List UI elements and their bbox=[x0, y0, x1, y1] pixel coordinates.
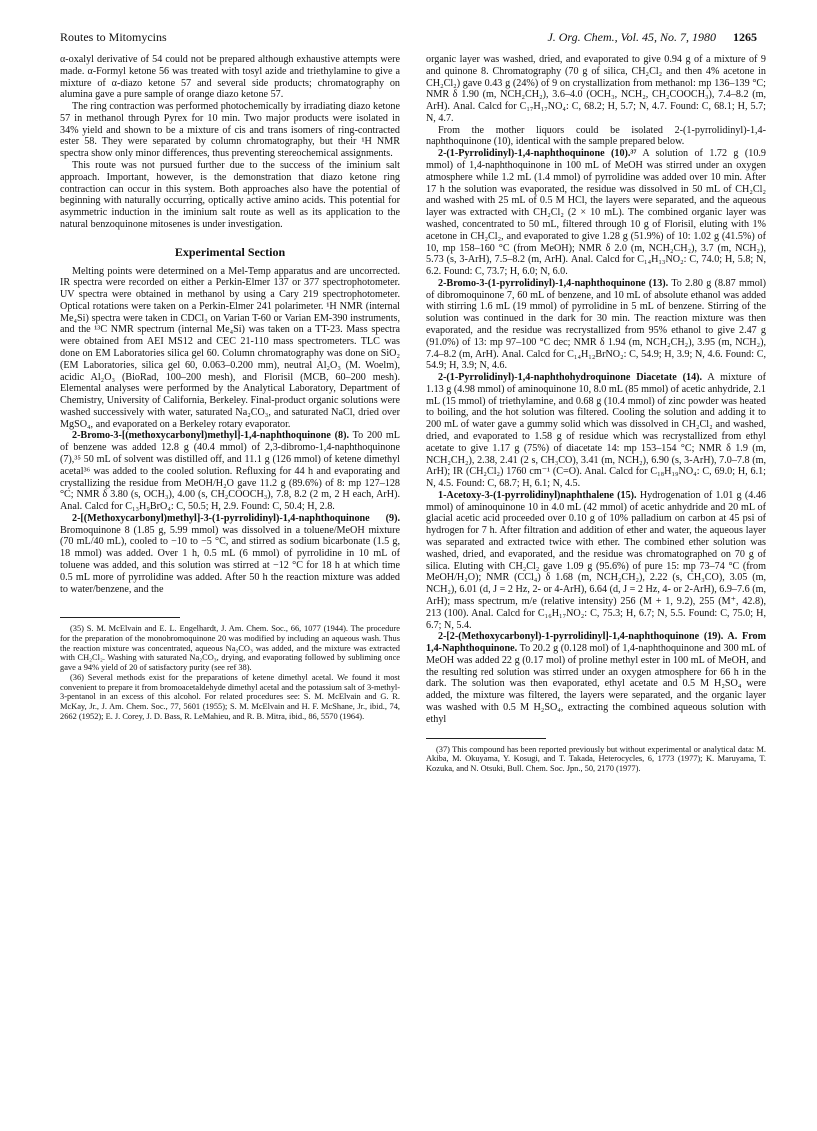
compound-heading: 1-Acetoxy-3-(1-pyrrolidinyl)naphthalene (15). bbox=[438, 489, 637, 501]
compound-heading: 2-Bromo-3-(1-pyrrolidinyl)-1,4-naphthoquinone (13). bbox=[438, 277, 669, 289]
procedure-paragraph bbox=[426, 490, 766, 631]
procedure-paragraph bbox=[426, 278, 766, 372]
compound-heading: 2-(1-Pyrrolidinyl)-1,4-naphthohydroquinone Diacetate (14). bbox=[438, 372, 703, 384]
compound-heading: 2-(1-Pyrrolidinyl)-1,4-naphthoquinone (10).³⁷ bbox=[438, 148, 637, 160]
journal-name: J. Org. Chem., Vol. 45, No. 7, 1980 bbox=[547, 30, 716, 44]
footnote-rule bbox=[426, 738, 546, 739]
compound-heading: 2-[2-(Methoxycarbonyl)-1-pyrrolidinyl]-1,4-naphthoquinone (19). A. From 1,4-Naphthoquinone. bbox=[426, 631, 766, 655]
running-title: Routes to Mitomycins bbox=[60, 30, 167, 44]
procedure-text: Bromoquinone 8 (1.85 g, 5.99 mmol) was dissolved in a toluene/MeOH mixture (70 mL/40 mL), cooled to −10 to −5 °C, and stirred as sodium bicarbonate (1.5 g, 18 mmol) was added. Over 1 h, 0.5 mL (6 mmol) of pyrrolidine in 10 mL of toluene was added, and this solution was stirred at −12 °C for 18 h at which time 0.5 mL more of pyrrolidine was added. After 50 h the reaction mixture was added to water/benzene, and the bbox=[60, 524, 400, 595]
section-heading: Experimental Section bbox=[174, 244, 286, 259]
procedure-text: To 200 mL of benzene was added 12.8 g (40.4 mmol) of 2,3-dibromo-1,4-naphthoquinone (7),³⁵ 50 mL of solvent was distilled off, and 11.1 g (126 mmol) of ketene dimethyl acetal³⁶ was added to the cooled solution. Refluxing for 44 h and evaporating and crystallizing the residue from MeOH/H₂O gave 11.2 g (89.6%) of 8: mp 127–128 °C; NMR δ 3.80 (s, OCH₃), 4.00 (s, CH₂COOCH₃), 7.8, 8.2 (2 m, 2 H each, ArH). Anal. Calcd for C₁₃H₉BrO₄: C, 50.5; H, 2.9. Found: C, 50.4; H, 2.8. bbox=[60, 430, 400, 513]
paragraph: This route was not pursued further due to the success of the iminium salt approach. Important, however, is the demonstration that diazo ketone ring contraction can occur in this system. Both approaches also have the potential of beginning with naturally occurring, optically active amino acids. This potential for asymmetric induction in the iminium salt route as well as its application to the natural benzoquinone mitosenes is under investigation. bbox=[60, 160, 400, 230]
procedure-text: A mixture of 1.13 g (4.98 mmol) of aminoquinone 10, 8.0 mL (85 mmol) of acetic anhydride, 2.1 mL (15 mmol) of triethylamine, and 0.68 g (10.4 mmol) of zinc powder was heated to boiling, and the hot solution was filtered. Cooling the solution and adding it to 200 mL of water gave a gummy solid which was dissolved in CH₂Cl₂ and washed, dried, and evaporated to 1.58 g of residue which was recrystallized from ethyl acetate to give 1.17 g (75%) of diacetate 14: mp 153–154 °C; NMR δ 1.9 (m, NCH₂CH₂), 2.38, 2.41 (2 s, CH₃CO), 3.41 (m, NCH₂), 6.90 (s, 3-ArH), 7.0–7.8 (m, ArH); IR (CH₂Cl₂) 1760 cm⁻¹ (C=O). Anal. Calcd for C₁₈H₁₉NO₄: C, 69.0; H, 6.1; N, 4.5. Found: C, 68.7; H, 6.1; N, 4.5. bbox=[426, 372, 766, 490]
paragraph: From the mother liquors could be isolated 2-(1-pyrrolidinyl)-1,4-naphthoquinone (10), identical with the sample prepared below. bbox=[426, 124, 766, 148]
journal-citation bbox=[547, 30, 757, 45]
procedure-paragraph bbox=[60, 513, 400, 595]
footnote: (36) Several methods exist for the preparations of ketene dimethyl acetal. We found it most convenient to prepare it from bromoacetaldehyde dimethyl acetal and the potassium salt of 3-methyl-3-pentanol in an excess of this alcohol. For related procedures see: S. M. McElvain and G. R. McKay, Jr., J. Am. Chem. Soc., 77, 5601 (1955); S. M. McElvain and H. F. McShane, Jr., ibid., 74, 2662 (1952); E. J. Corey, J. D. Bass, R. LeMahieu, and R. B. Mitra, ibid., 86, 5570 (1964). bbox=[60, 672, 400, 721]
page-number: 1265 bbox=[733, 30, 757, 44]
compound-heading: 2-Bromo-3-[(methoxycarbonyl)methyl]-1,4-naphthoquinone (8). bbox=[72, 430, 349, 442]
procedure-text: Hydrogenation of 1.01 g (4.46 mmol) of aminoquinone 10 in 4.0 mL (42 mmol) of acetic anhydride and 20 mL of glacial acetic acid proceeded over 0.10 g of 10% palladium on carbon at 45 psi of hydrogen for 7 h. After filtration and addition of ether and water, the aqueous layer was separated and extracted twice with ether. The combined ether solution was washed, dried, and evaporated, and the residue was chromatographed on 70 g of silica. Eluting with CH₂Cl₂ gave 1.09 g (95.6%) of pure 15: mp 73–74 °C (from MeOH/H₂O); NMR (CCl₄) δ 1.68 (m, NCH₂CH₂), 2.22 (s, CH₃CO), 3.05 (m, NCH₂), 6.01 (d, J = 2 Hz, 2- or 4-ArH), 6.64 (d, J = 2 Hz, 4- or 2-ArH), 6.9–7.6 (m, ArH); mass spectrum, m/e (relative intensity) 256 (M + 1, 9.2), 255 (M⁺, 42.8), 213 (100). Anal. Calcd for C₁₆H₁₇NO₂: C, 75.3; H, 6.7; N, 5.5. Found: C, 75.0; H, 6.7; N, 5.4. bbox=[426, 489, 766, 631]
procedure-paragraph bbox=[426, 372, 766, 490]
procedure-text: A solution of 1.72 g (10.9 mmol) of 1,4-naphthoquinone in 100 mL of MeOH was stirred under an oxygen atmosphere while 1.2 mL (1.4 mmol) of pyrrolidine was added over 10 min. After 17 h the solution was evaporated, the residue was dissolved in 50 mL of CH₂Cl₂ and washed with 25 mL of 0.5 M HCl, the layers were separated, and the aqueous layer was extracted with CH₂Cl₂ (2 × 10 mL). The combined organic layer was washed, concentrated to 50 mL, filtered through 10 g of Florisil, eluting with 1% acetone in CH₂Cl₂, and evaporated to give 1.28 g (51.9%) of 10: 1.02 g (41.5%) of 10, mp 158–160 °C (from MeOH); NMR δ 2.0 (m, NCH₂CH₂), 3.7 (m, NCH₂), 5.73 (s, 3-ArH), 7.5–8.2 (m, ArH). Anal. Calcd for C₁₄H₁₃NO₂: C, 74.0; H, 5.8; N, 6.2. Found: C, 73.7; H, 6.0; N, 6.0. bbox=[426, 148, 766, 278]
footnote: (35) S. M. McElvain and E. L. Engelhardt, J. Am. Chem. Soc., 66, 1077 (1944). The procedure for the preparation of the monobromoquinone 20 was modified by including an aqueous wash. Thus the reaction mixture was concentrated, aqueous Na₂CO₃ was added, and the mixture was extracted with CH₂Cl₂. Washing with saturated Na₂CO₃, drying, and evaporating followed by subliming once gave a 94% yield of 20 of satisfactory purity (see ref 38). bbox=[60, 624, 400, 673]
paragraph: The ring contraction was performed photochemically by irradiating diazo ketone 57 in methanol through Pyrex for 10 min. Two major products were isolated in 34% yield and shown to be a mixture of cis and trans isomers of ring-contracted ester 58. They were separated by column chromatography, but their ¹H NMR spectra show only minor differences, thus preventing stereochemical assignments. bbox=[60, 101, 400, 160]
procedure-paragraph bbox=[426, 631, 766, 725]
running-header bbox=[60, 30, 757, 48]
procedure-paragraph bbox=[426, 148, 766, 278]
procedure-text: To 20.2 g (0.128 mol) of 1,4-naphthoquinone and 300 mL of MeOH was added 22 g (0.17 mol) of proline methyl ester in 100 mL of MeOH, and the resulting red solution was stirred under an oxygen atmosphere for 66 h in the dark. The solution was then evaporated, ethyl acetate and 0.5 M H₂SO₄ were added, the mixture was filtered, the layers were separated, and the organic layer was washed with 0.5 M H₂SO₄, extracting the combined aqueous solution with ethyl bbox=[426, 643, 766, 725]
footnote: (37) This compound has been reported previously but without experimental or analytical data: M. Akiba, M. Okuyama, Y. Kosugi, and T. Takada, Heterocycles, 6, 1773 (1977); K. Maruyama, T. Kozuka, and N. Otsuki, Bull. Chem. Soc. Jpn., 50, 2170 (1977). bbox=[426, 744, 766, 773]
procedure-paragraph bbox=[60, 430, 400, 512]
paragraph: organic layer was washed, dried, and evaporated to give 0.94 g of a mixture of 9 and quinone 8. Chromatography (70 g of silica, CH₂Cl₂ and then 4% acetone in CH₂Cl₂) gave 0.43 g (24%) of 9 on crystallization from methanol: mp 136–139 °C; NMR δ 1.90 (m, NCH₂CH₂), 3.6–4.0 (OCH₃, NCH₂, CH₂COOCH₃), 7.4–8.2 (m, ArH). Anal. Calcd for C₁₇H₁₇NO₄: C, 68.2; H, 5.7; N, 4.7. Found: C, 68.1; H, 5.7; N, 4.7. bbox=[426, 54, 766, 124]
right-column bbox=[426, 54, 766, 774]
paragraph: α-oxalyl derivative of 54 could not be prepared although exhaustive attempts were made. α-Formyl ketone 56 was treated with tosyl azide and triethylamine to give a mixture of α-diazo ketone 57 and several side products; chromatography on alumina gave a pure sample of orange diazo ketone 57. bbox=[60, 54, 400, 101]
left-column bbox=[60, 54, 400, 721]
paragraph: Melting points were determined on a Mel-Temp apparatus and are uncorrected. IR spectra were recorded on either a Perkin-Elmer 137 or 377 spectrophotometer. UV spectra were obtained in methanol by using a Cary 219 spectrophotometer. Optical rotations were taken on a Perkin-Elmer 241 polarimeter. ¹H NMR (internal Me₄Si) spectra were taken in CDCl₃ on Varian T-60 or Varian EM-390 instruments, and the ¹³C NMR spectrum (internal Me₄Si) was taken on a TT-23. Mass spectra were obtained from AEI MS12 and CEC 21-110 mass spectrometers. TLC was done on EM Laboratories silica gel 60. Column chromatography was done on SiO₂ (EM Laboratories, silica gel 60, 0.063–0.200 mm), neutral Al₂O₃ (M. Woelm), acidic Al₂O₃ (BioRad, 100–200 mesh), and Florisil (MCB, 60–200 mesh). Elemental analyses were performed by the Analytical Laboratory, Department of Chemistry, University of California, Berkeley. Final-product organic solutions were washed successively with water, saturated Na₂CO₃, and saturated NaCl, dried over MgSO₄, and evaporated on a Berkeley rotary evaporator. bbox=[60, 265, 400, 430]
footnote-rule bbox=[60, 617, 180, 618]
procedure-text: To 2.80 g (8.87 mmol) of dibromoquinone 7, 60 mL of benzene, and 10 mL of absolute ethanol was added with stirring 1.6 mL (19 mmol) of pyrrolidine in 5 mL of benzene. Stirring of the solution was continued in the dark for 30 min. The reaction mixture was then evaporated, and the residue was recrystallized from 95% ethanol to give 2.47 g (91.0%) of 13: mp 97–100 °C dec; NMR δ 1.94 (m, NCH₂CH₂), 3.95 (m, NCH₂), 7.4–8.2 (m, ArH). Anal. Calcd for C₁₄H₁₂BrNO₂: C, 54.9; H, 3.9; N, 4.6. Found: C, 54.9; H, 3.9; N, 4.6. bbox=[426, 277, 766, 372]
compound-heading: 2-[(Methoxycarbonyl)methyl]-3-(1-pyrrolidinyl)-1,4-naphthoquinone (9). bbox=[72, 512, 400, 524]
